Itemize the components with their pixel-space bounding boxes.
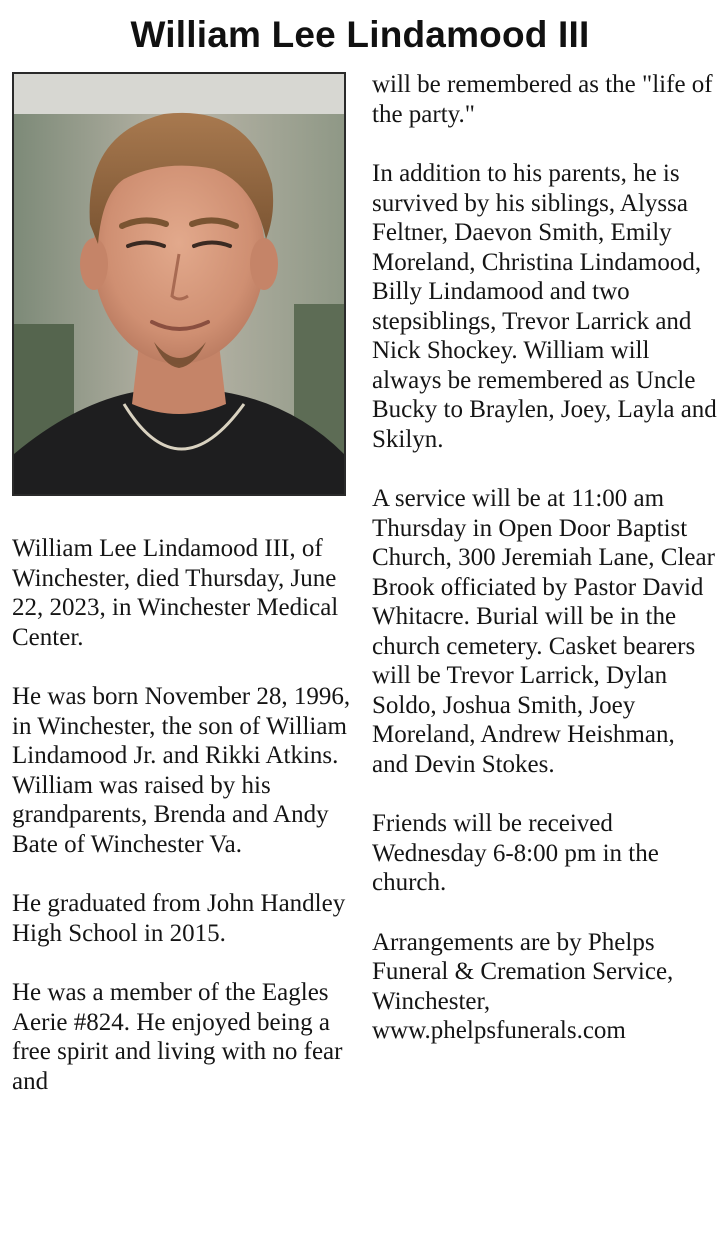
obituary-paragraph: will be remembered as the "life of the party." (372, 71, 713, 128)
left-column-text (12, 534, 357, 1096)
obituary-paragraph: William Lee Lindamood III, of Winchester, died Thursday, June 22, 2023, in Winchester Medical Center. (12, 535, 339, 651)
obituary-paragraph: A service will be at 11:00 am Thursday in Open Door Baptist Church, 300 Jeremiah Lane, Clear Brook officiated by Pastor David Whitacre. Burial will be in the church cemetery. Casket bearers will be Trevor Larrick, Dylan Soldo, Joshua Smith, Joey Moreland, Andrew Heishman, and Devin Stokes. (372, 485, 715, 778)
obituary-paragraph: He was a member of the Eagles Aerie #824. He enjoyed being a free spirit and living with no fear and (12, 979, 343, 1095)
obituary-paragraph: Friends will be received Wednesday 6-8:00 pm in the church. (372, 810, 659, 896)
obituary-paragraph: He was born November 28, 1996, in Winchester, the son of William Lindamood Jr. and Rikki Atkins. William was raised by his grandparents, Brenda and Andy Bate of Winchester Va. (12, 683, 351, 858)
obituary-paragraph: In addition to his parents, he is survived by his siblings, Alyssa Feltner, Daevon Smith, Emily Moreland, Christina Lindamood, Billy Lindamood and two stepsiblings, Trevor Larrick and Nick Shockey. William will always be remembered as Uncle Bucky to Braylen, Joey, Layla and Skilyn. (372, 160, 717, 453)
obituary-paragraph: He graduated from John Handley High School in 2015. (12, 890, 346, 947)
obituary-headline: William Lee Lindamood III (130, 14, 590, 55)
obituary-paragraph: Arrangements are by Phelps Funeral & Cremation Service, Winchester, www.phelpsfunerals.com (372, 928, 674, 1044)
right-column-text (372, 70, 717, 1046)
portrait-illustration (14, 74, 344, 494)
portrait-photo (12, 72, 346, 496)
